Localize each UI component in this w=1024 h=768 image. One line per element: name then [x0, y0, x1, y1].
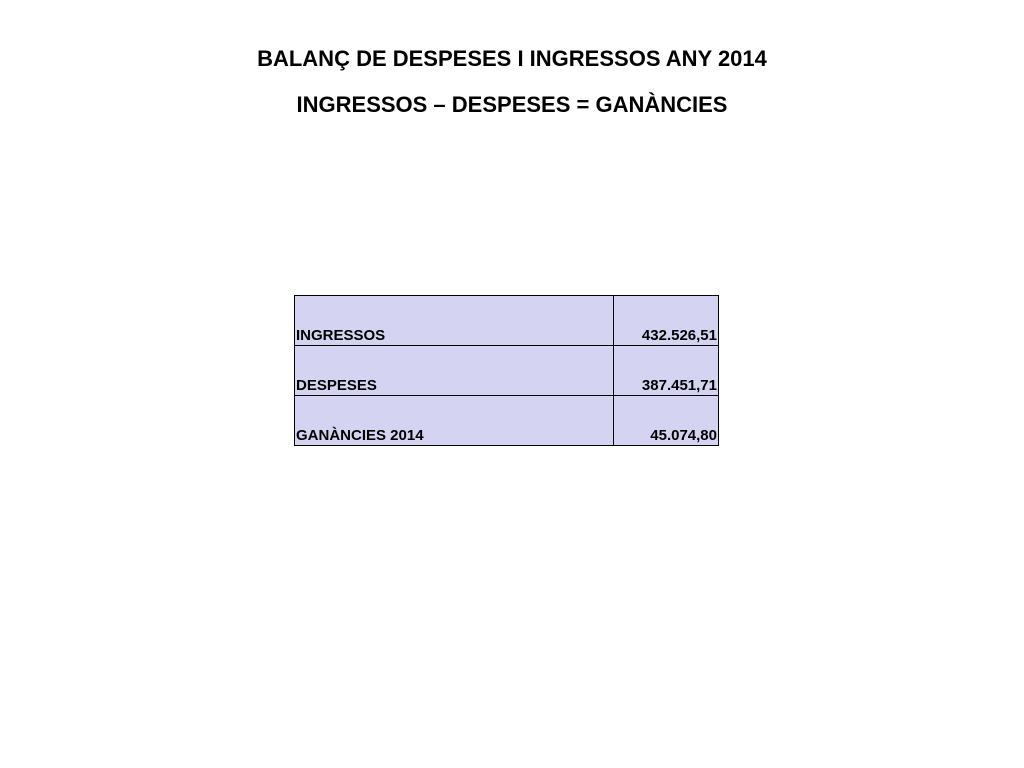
row-label-ingressos: INGRESSOS — [295, 296, 614, 346]
document-subtitle-formula: INGRESSOS – DESPESES = GANÀNCIES — [296, 92, 728, 117]
row-amount-ganancies: 45.074,80 — [614, 396, 719, 446]
table-row-ganancies — [295, 396, 719, 446]
document-title: BALANÇ DE DESPESES I INGRESSOS ANY 2014 — [257, 46, 767, 71]
table-row-despeses — [295, 346, 719, 396]
table-row-ingressos — [295, 296, 719, 346]
balance-table — [294, 295, 719, 446]
row-amount-despeses: 387.451,71 — [614, 346, 719, 396]
row-label-ganancies: GANÀNCIES 2014 — [295, 396, 614, 446]
row-amount-ingressos: 432.526,51 — [614, 296, 719, 346]
row-label-despeses: DESPESES — [295, 346, 614, 396]
